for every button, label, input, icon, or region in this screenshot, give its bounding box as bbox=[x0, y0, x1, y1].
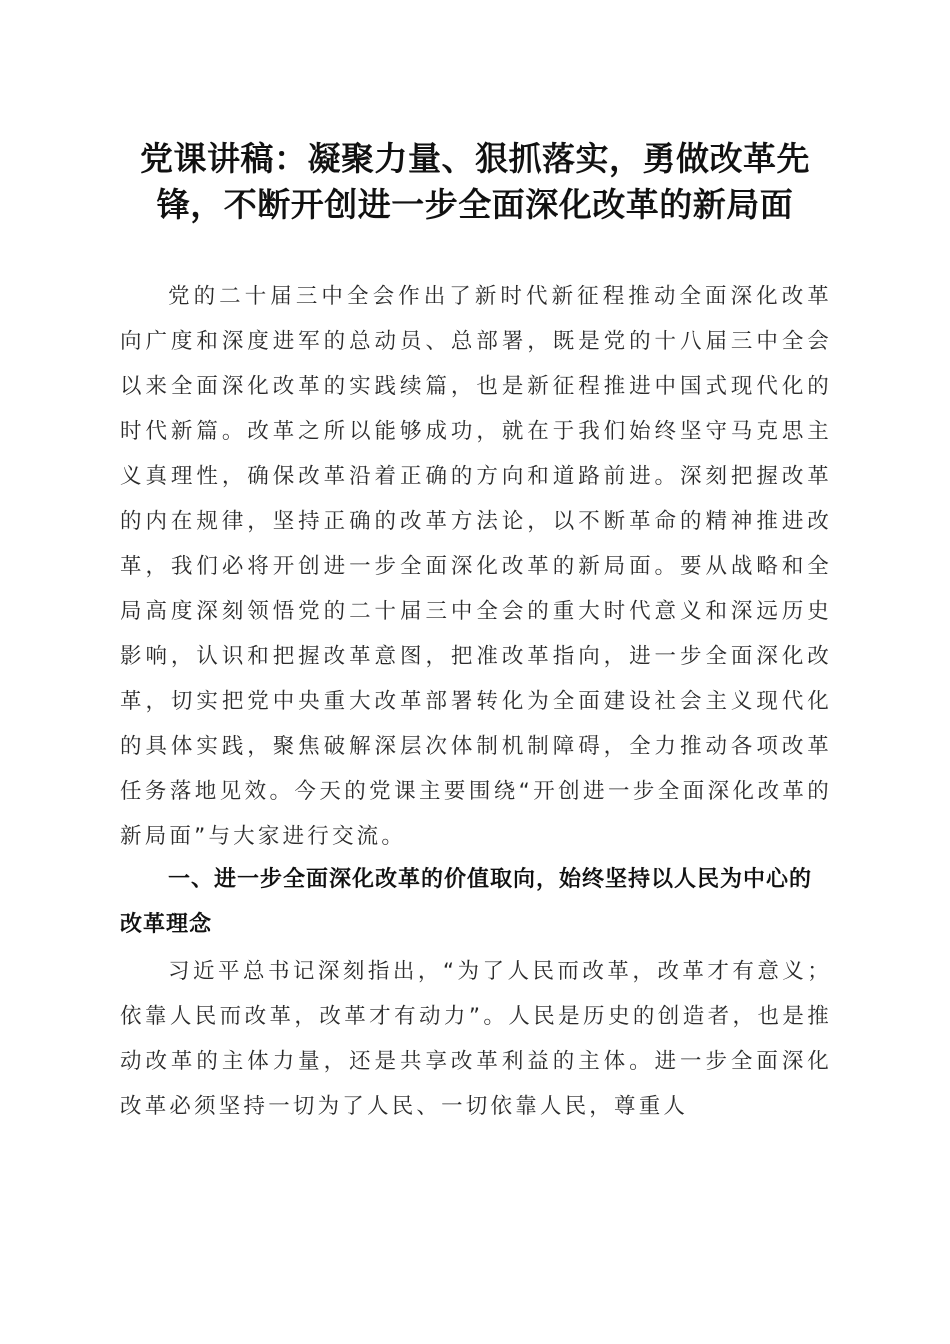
section-heading: 一、进一步全面深化改革的价值取向，始终坚持以人民为中心的改革理念 bbox=[120, 867, 813, 937]
document-title: 党课讲稿：凝聚力量、狠抓落实，勇做改革先锋，不断开创进一步全面深化改革的新局面 bbox=[140, 139, 810, 224]
section-paragraph: 习近平总书记深刻指出，“为了人民而改革，改革才有意义；依靠人民而改革，改革才有动力”。人民是历史的创造者，也是推动改革的主体力量，还是共享改革利益的主体。进一步全面深化改革必须坚持一切为了人民、一切依靠人民，尊重人 bbox=[120, 959, 832, 1119]
intro-paragraph: 党的二十届三中全会作出了新时代新征程推动全面深化改革向广度和深度进军的总动员、总部署，既是党的十八届三中全会以来全面深化改革的实践续篇，也是新征程推进中国式现代化的时代新篇。改革之所以能够成功，就在于我们始终坚守马克思主义真理性，确保改革沿着正确的方向和道路前进。深刻把握改革的内在规律，坚持正确的改革方法论，以不断革命的精神推进改革，我们必将开创进一步全面深化改革的新局面。要从战略和全局高度深刻领悟党的二十届三中全会的重大时代意义和深远历史影响，认识和把握改革意图，把准改革指向，进一步全面深化改革，切实把党中央重大改革部署转化为全面建设社会主义现代化的具体实践，聚焦破解深层次体制机制障碍，全力推动各项改革任务落地见效。今天的党课主要围绕“开创进一步全面深化改革的新局面”与大家进行交流。 bbox=[120, 284, 832, 849]
